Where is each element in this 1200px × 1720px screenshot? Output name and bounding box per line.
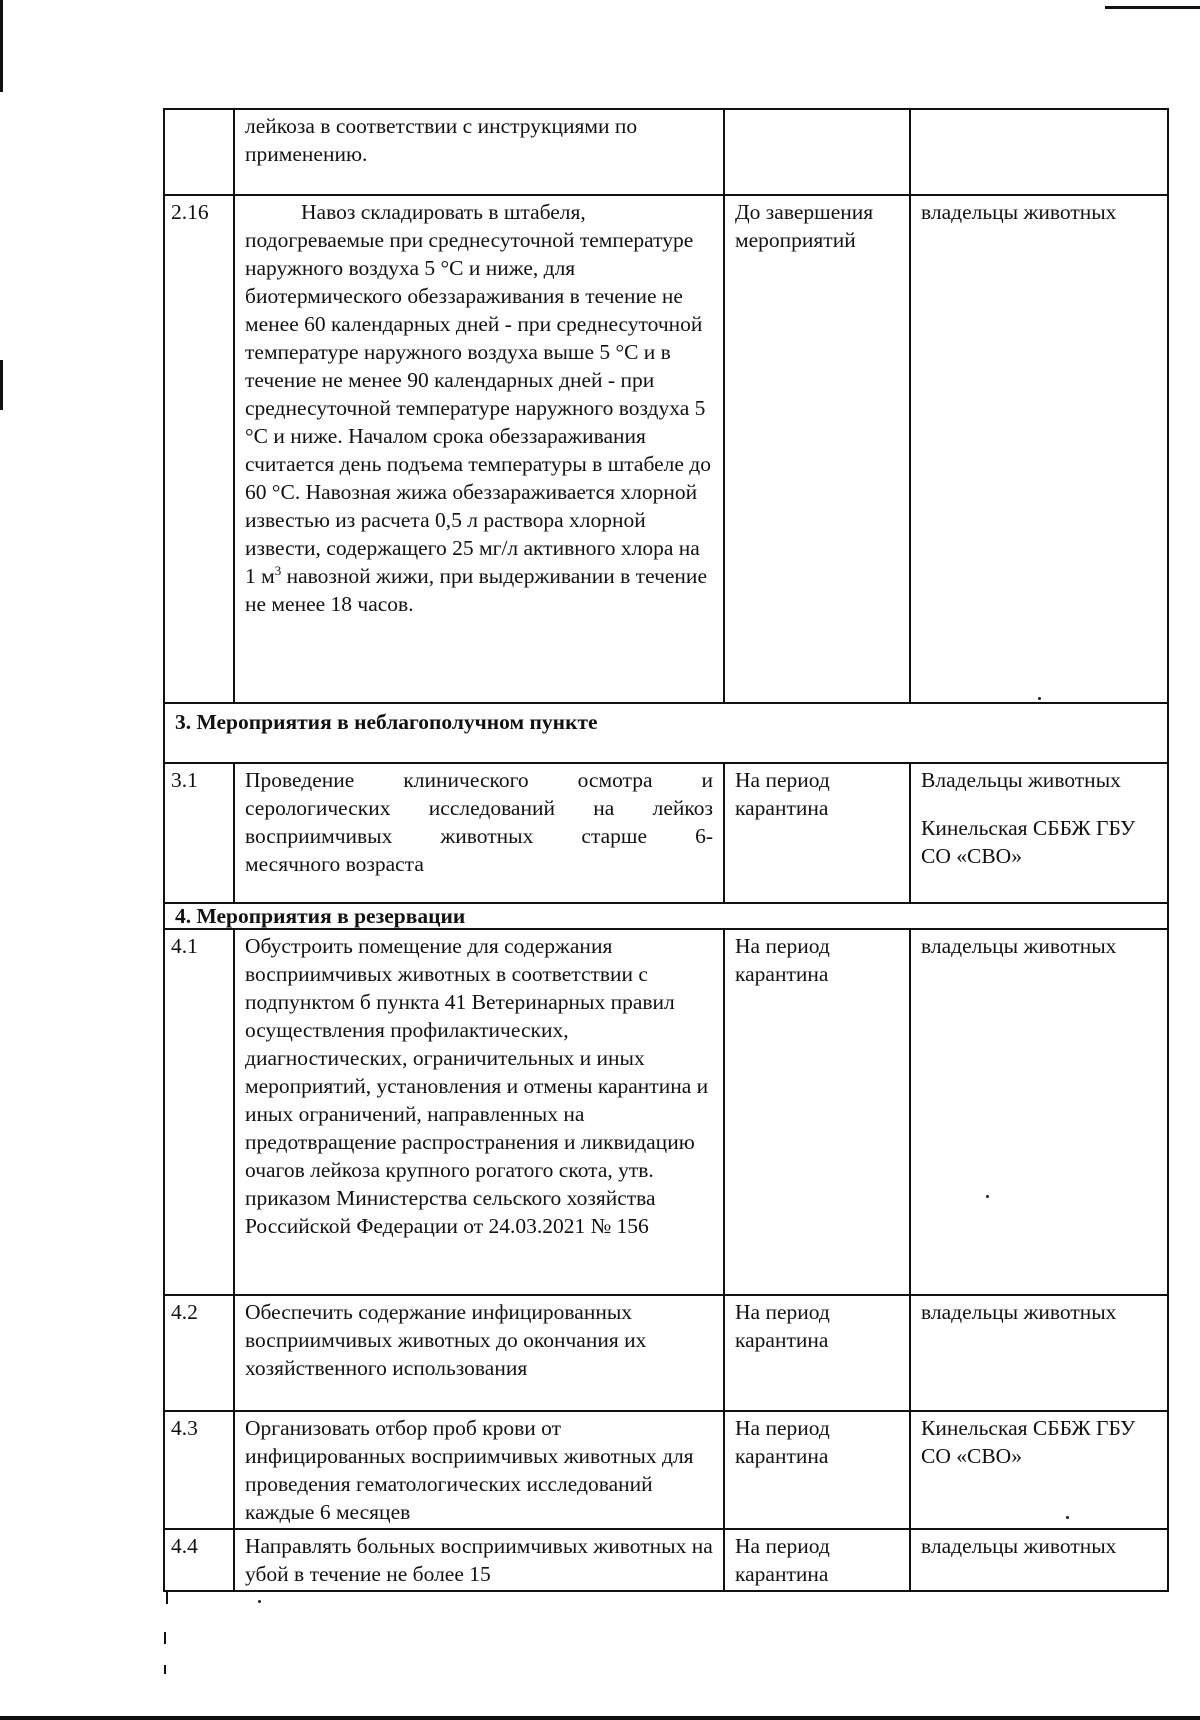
responsible-cell: владельцы животных [910,1295,1168,1411]
cell-gap [921,794,1157,814]
row-number: 4.3 [164,1411,234,1529]
section-row [164,903,1168,929]
scan-edge-mark [164,1632,166,1644]
scan-edge-mark [164,1665,166,1674]
scan-edge-mark [0,360,3,410]
scan-edge-mark [166,1590,168,1604]
measure-text: лейкоза в соответствии с инструкциями по применению. [234,109,724,195]
responsible-secondary: Кинельская СББЖ ГБУ СО «СВО» [921,816,1136,868]
responsible-cell: владельцы животных [910,929,1168,1295]
table-row [164,1295,1168,1411]
row-number: 4.1 [164,929,234,1295]
measures-table [163,108,1169,1592]
measure-text-tail: навозной жижи, при выдерживании в течение не менее 18 часов. [245,564,707,616]
measure-text: Обустроить помещение для содержания восприимчивых животных в соответствии с подпунктом б пункта 41 Ветеринарных правил осуществления профилактических, диагностических, ограничительных и иных мероприятий, установления и отмены карантина и иных ограничений, направленных на предотвращение распространения и ликвидацию очагов лейкоза крупного рогатого скота, утв. приказом Министерства сельского хозяйства Российской Федерации от 24.03.2021 № 156 [234,929,724,1295]
table-row [164,929,1168,1295]
term-cell: На период карантина [724,929,910,1295]
measure-text-main: Навоз складировать в штабеля, подогреваемые при среднесуточной температуре наружного воздуха 5 °С и ниже, для биотермического обеззараживания в течение не менее 60 календарных дней - при среднесуточной температуре наружного воздуха выше 5 °С и в течение не менее 90 календарных дней - при среднесуточной температуре наружного воздуха 5 °С и ниже. Началом срока обеззараживания считается день подъема температуры в штабеле до 60 °С. Навозная жижа обеззараживается хлорной известью из расчета 0,5 л раствора хлорной извести, содержащего 25 мг/л активного хлора на 1 м [245,200,711,588]
responsible-cell: Кинельская СББЖ ГБУ СО «СВО» [910,1411,1168,1529]
measure-text: Обеспечить содержание инфицированных восприимчивых животных до окончания их хозяйственного использования [234,1295,724,1411]
table-row [164,763,1168,903]
term-cell: На период карантина [724,763,910,903]
term-cell [724,109,910,195]
table-row [164,1529,1168,1591]
responsible-cell: владельцы животных [910,1529,1168,1591]
row-number: 3.1 [164,763,234,903]
row-number: 4.4 [164,1529,234,1591]
scan-edge-mark [1105,6,1200,9]
scan-edge-mark [0,1716,1200,1720]
responsible-cell [910,109,1168,195]
measure-text-tail: месячного возраста [245,852,424,876]
measure-text: Организовать отбор проб крови от инфицированных восприимчивых животных для проведения гематологических исследований каждые 6 месяцев [234,1411,724,1529]
table-row [164,1411,1168,1529]
measure-text [234,763,724,903]
term-cell: На период карантина [724,1411,910,1529]
term-cell: На период карантина [724,1529,910,1591]
row-number: 4.2 [164,1295,234,1411]
scan-edge-mark [0,0,3,92]
measure-text: Направлять больных восприимчивых животных на убой в течение не более 15 [234,1529,724,1591]
section-heading: 3. Мероприятия в неблагополучном пункте [164,703,1168,763]
table-row [164,109,1168,195]
measure-text [234,195,724,703]
row-number: 2.16 [164,195,234,703]
responsible-cell: владельцы животных [910,195,1168,703]
term-cell: На период карантина [724,1295,910,1411]
term-cell: До завершения мероприятий [724,195,910,703]
scan-speck [258,1600,261,1603]
measure-text-main: Проведение клинического осмотра и серологических исследований на лейкоз восприимчивых животных старше 6- [245,768,713,848]
responsible-primary: Владельцы животных [921,768,1121,792]
section-row [164,703,1168,763]
section-heading: 4. Мероприятия в резервации [164,903,1168,929]
measure-text-superscript: 3 [274,562,282,578]
table-row [164,195,1168,703]
row-number [164,109,234,195]
responsible-cell [910,763,1168,903]
